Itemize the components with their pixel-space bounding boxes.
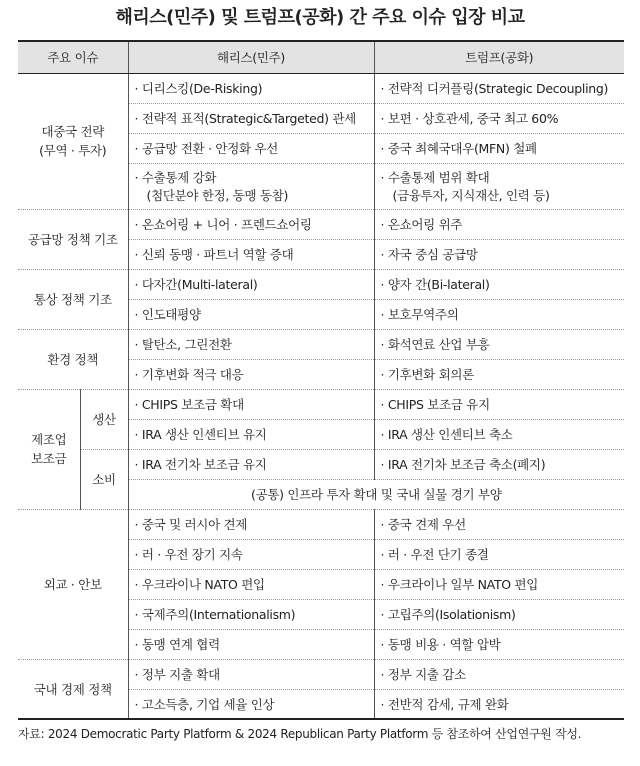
table-row xyxy=(18,209,624,239)
subcategory-consumption: 소비 xyxy=(80,449,128,509)
header-trump: 트럼프(공화) xyxy=(374,41,624,73)
table-row xyxy=(18,449,624,479)
table-row xyxy=(18,509,624,539)
trump-cell: · 온쇼어링 위주 xyxy=(374,209,624,239)
harris-cell: · 전략적 표적(Strategic&Targeted) 관세 xyxy=(128,103,374,133)
harris-cell: · 중국 및 러시아 견제 xyxy=(128,509,374,539)
harris-cell: · 러 · 우전 장기 지속 xyxy=(128,539,374,569)
harris-cell: · 인도태평양 xyxy=(128,299,374,329)
category-trade-policy: 통상 정책 기조 xyxy=(18,269,128,329)
harris-cell: · CHIPS 보조금 확대 xyxy=(128,389,374,419)
trump-cell: · 고립주의(Isolationism) xyxy=(374,599,624,629)
harris-cell: · 다자간(Multi-lateral) xyxy=(128,269,374,299)
harris-cell: · 우크라이나 NATO 편입 xyxy=(128,569,374,599)
table-header-row xyxy=(18,41,624,73)
table-row xyxy=(18,389,624,419)
subcategory-production: 생산 xyxy=(80,389,128,449)
category-environment: 환경 정책 xyxy=(18,329,128,389)
table-row xyxy=(18,73,624,103)
trump-cell: · 보호무역주의 xyxy=(374,299,624,329)
trump-cell-line: (금융투자, 지식재산, 인력 등) xyxy=(392,188,550,203)
common-policy-cell: (공통) 인프라 투자 확대 및 국내 실물 경기 부양 xyxy=(128,479,624,509)
trump-cell: · 중국 견제 우선 xyxy=(374,509,624,539)
trump-cell: · 보편 · 상호관세, 중국 최고 60% xyxy=(374,103,624,133)
trump-cell xyxy=(374,163,624,209)
trump-cell: · 양자 간(Bi-lateral) xyxy=(374,269,624,299)
table-row xyxy=(18,329,624,359)
harris-cell: · 공급망 전환 · 안정화 우선 xyxy=(128,133,374,163)
category-label: 제조업 xyxy=(31,432,67,447)
harris-cell: · 정부 지출 확대 xyxy=(128,659,374,689)
harris-cell-line: · 수출통제 강화 xyxy=(134,170,217,185)
trump-cell: · 전반적 감세, 규제 완화 xyxy=(374,689,624,719)
trump-cell: · 정부 지출 감소 xyxy=(374,659,624,689)
harris-cell: · 기후변화 적극 대응 xyxy=(128,359,374,389)
trump-cell: · 우크라이나 일부 NATO 편입 xyxy=(374,569,624,599)
harris-cell: · 신뢰 동맹 · 파트너 역할 증대 xyxy=(128,239,374,269)
trump-cell: · 중국 최혜국대우(MFN) 철폐 xyxy=(374,133,624,163)
header-issue: 주요 이슈 xyxy=(18,41,128,73)
harris-cell: · 국제주의(Internationalism) xyxy=(128,599,374,629)
trump-cell: · 전략적 디커플링(Strategic Decoupling) xyxy=(374,73,624,103)
trump-cell: · IRA 생산 인센티브 축소 xyxy=(374,419,624,449)
header-harris: 해리스(민주) xyxy=(128,41,374,73)
harris-cell: · 동맹 연계 협력 xyxy=(128,629,374,659)
trump-cell: · 화석연료 산업 부흥 xyxy=(374,329,624,359)
trump-cell-line: · 수출통제 범위 확대 xyxy=(380,170,490,185)
trump-cell: · IRA 전기차 보조금 축소(폐지) xyxy=(374,449,624,479)
category-supply-chain: 공급망 정책 기조 xyxy=(18,209,128,269)
trump-cell: · 기후변화 회의론 xyxy=(374,359,624,389)
category-diplomacy-security: 외교 · 안보 xyxy=(18,509,128,659)
trump-cell: · 자국 중심 공급망 xyxy=(374,239,624,269)
trump-cell: · 러 · 우전 단기 종결 xyxy=(374,539,624,569)
source-note: 자료: 2024 Democratic Party Platform & 2024 Republican Party Platform 등 참조하여 산업연구원 작성. xyxy=(18,727,582,741)
category-china-strategy xyxy=(18,73,128,209)
table-row xyxy=(18,659,624,689)
harris-cell: · 온쇼어링 + 니어 · 프렌드쇼어링 xyxy=(128,209,374,239)
category-domestic-economy: 국내 경제 정책 xyxy=(18,659,128,719)
table-row xyxy=(18,269,624,299)
harris-cell xyxy=(128,163,374,209)
harris-cell: · 고소득층, 기업 세율 인상 xyxy=(128,689,374,719)
category-manufacturing-subsidy xyxy=(18,389,80,509)
category-label: 대중국 전략 xyxy=(41,124,105,139)
harris-cell: · IRA 전기차 보조금 유지 xyxy=(128,449,374,479)
page-title: 해리스(민주) 및 트럼프(공화) 간 주요 이슈 입장 비교 xyxy=(115,7,525,28)
trump-cell: · CHIPS 보조금 유지 xyxy=(374,389,624,419)
harris-cell: · 탈탄소, 그린전환 xyxy=(128,329,374,359)
category-label-sub: 보조금 xyxy=(31,451,67,466)
harris-cell-line: (첨단분야 한정, 동맹 동참) xyxy=(146,188,289,203)
trump-cell: · 동맹 비용 · 역할 압박 xyxy=(374,629,624,659)
harris-cell: · 디리스킹(De-Risking) xyxy=(128,73,374,103)
comparison-table xyxy=(18,40,624,720)
category-label-sub: (무역 · 투자) xyxy=(39,143,107,158)
harris-cell: · IRA 생산 인센티브 유지 xyxy=(128,419,374,449)
